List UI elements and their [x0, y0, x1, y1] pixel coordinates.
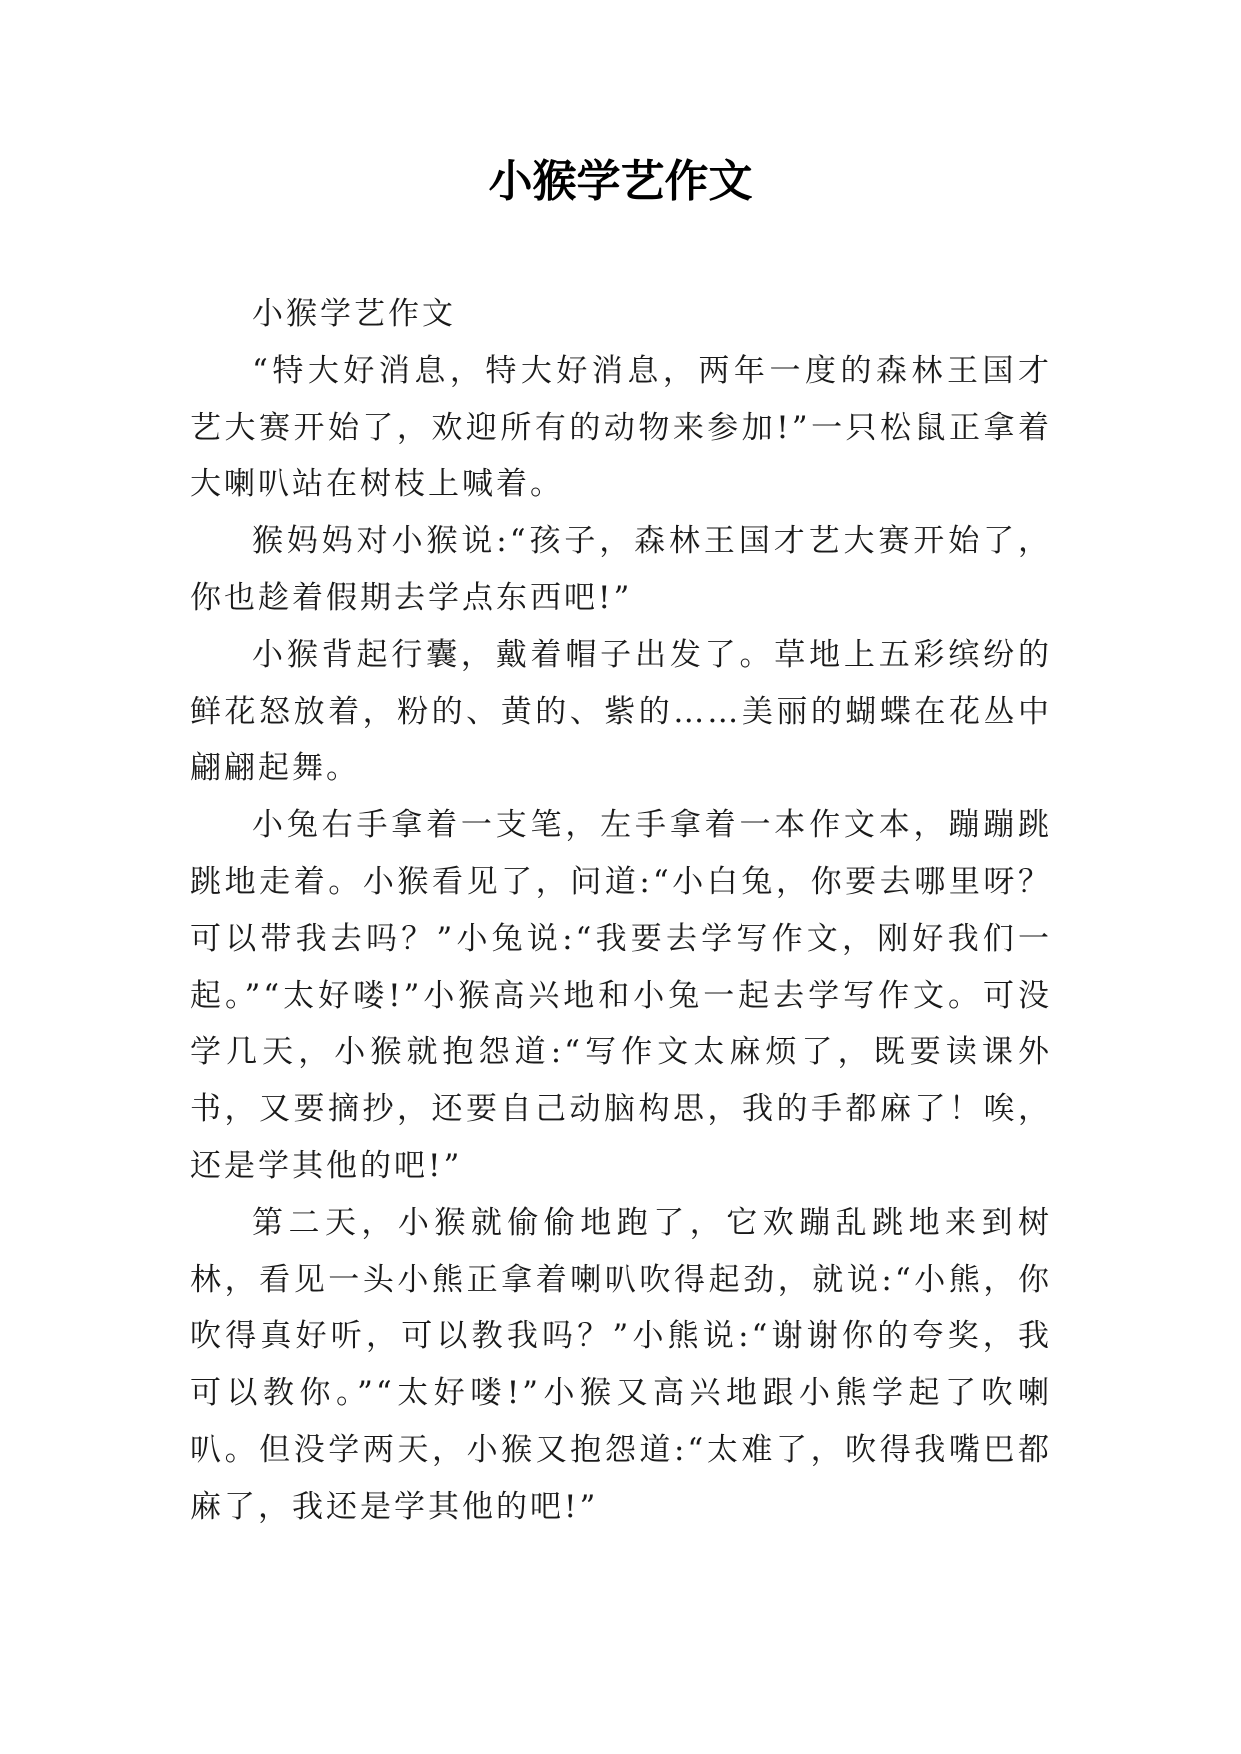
- paragraph-heading: 小猴学艺作文: [252, 296, 456, 332]
- paragraph: 小兔右手拿着一支笔，左手拿着一本作文本，蹦蹦跳跳地走着。小猴看见了，问道:“小白兔，你要去哪里呀？可以带我去吗？”小兔说:“我要去学写作文，刚好我们一起。”“太好喽!”小猴高兴地和小兔一起去学写作文。可没学几天，小猴就抱怨道:“写作文太麻烦了，既要读课外书，又要摘抄，还要自己动脑构思，我的手都麻了！唉，还是学其他的吧!”: [190, 807, 1052, 1184]
- paragraph: 猴妈妈对小猴说:“孩子，森林王国才艺大赛开始了，你也趁着假期去学点东西吧!”: [190, 523, 1052, 616]
- paragraph: 小猴背起行囊，戴着帽子出发了。草地上五彩缤纷的鲜花怒放着，粉的、黄的、紫的……美丽的蝴蝶在花丛中翩翩起舞。: [190, 636, 1052, 787]
- document-body: [190, 286, 1052, 1536]
- paragraph: 第二天，小猴就偷偷地跑了，它欢蹦乱跳地来到树林，看见一头小熊正拿着喇叭吹得起劲，就说:“小熊，你吹得真好听，可以教我吗？”小熊说:“谢谢你的夸奖，我可以教你。”“太好喽!”小猴又高兴地跟小熊学起了吹喇叭。但没学两天，小猴又抱怨道:“太难了，吹得我嘴巴都麻了，我还是学其他的吧!”: [190, 1204, 1052, 1525]
- paragraph: “特大好消息，特大好消息，两年一度的森林王国才艺大赛开始了，欢迎所有的动物来参加!”一只松鼠正拿着大喇叭站在树枝上喊着。: [190, 352, 1052, 503]
- document-title: 小猴学艺作文: [488, 156, 753, 207]
